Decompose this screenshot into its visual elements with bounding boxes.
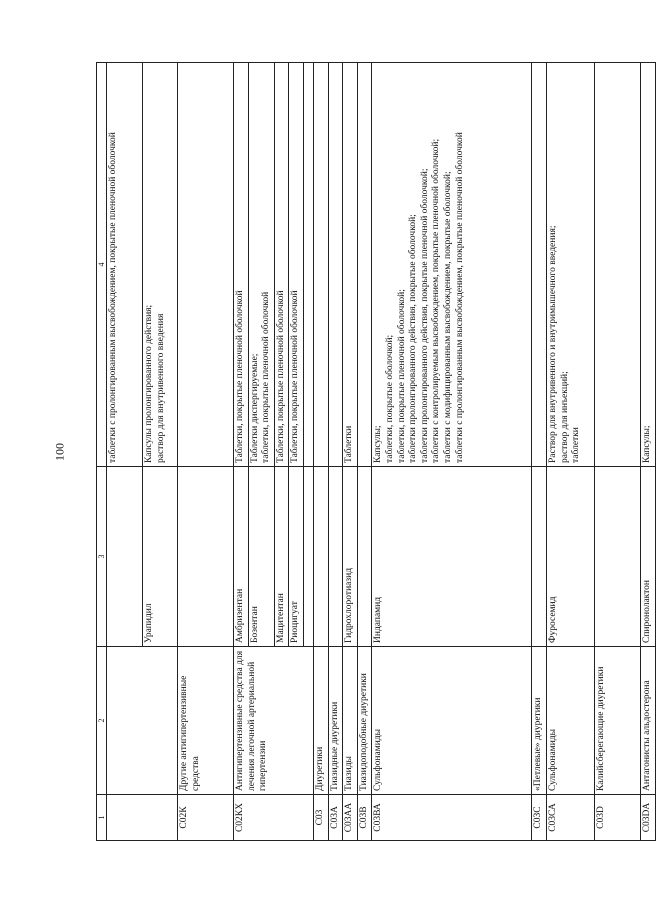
- drug-cell: Мацитентан: [274, 467, 289, 647]
- forms-cell: [248, 63, 274, 467]
- form-line: таблетки, покрытые пленочной оболочкой: [261, 291, 272, 463]
- forms-cell: [546, 63, 594, 467]
- header-col-2: 2: [97, 647, 107, 795]
- drug-cell: Урапидил: [143, 467, 178, 647]
- atc-code-cell: С03С: [532, 795, 547, 841]
- table-row: [532, 63, 547, 841]
- atc-code-cell: С03А: [328, 795, 343, 841]
- table-row: [234, 63, 249, 841]
- atc-code-cell: С03АА: [343, 795, 358, 841]
- form-line: таблетки: [571, 427, 582, 463]
- atc-code-cell: С03: [313, 795, 328, 841]
- drug-cell: Гидрохлоротиазид: [343, 467, 358, 647]
- form-line: Таблетки диспергируемые;: [249, 353, 260, 463]
- drug-table: [96, 62, 656, 841]
- drug-cell: [178, 467, 234, 647]
- table-header-row: [97, 63, 107, 841]
- atc-code-cell: С03СА: [546, 795, 594, 841]
- atc-code-cell: С03В: [357, 795, 372, 841]
- group-cell: Антагонисты альдостерона: [640, 647, 655, 795]
- group-cell: Сульфонамиды: [372, 647, 532, 795]
- header-col-4: 4: [97, 63, 107, 467]
- atc-code-cell: С03D: [594, 795, 640, 841]
- form-line: таблетки пролонгированного действия, покрытые пленочной оболочкой;: [419, 168, 430, 463]
- form-line: Таблетки, покрытые пленочной оболочкой: [290, 290, 301, 463]
- form-line: Капсулы;: [373, 425, 384, 463]
- forms-cell: [178, 63, 234, 467]
- form-line: таблетки с контролируемым высвобождением, покрытые пленочной оболочкой;: [431, 138, 442, 463]
- table-row: [143, 63, 178, 841]
- table-row: [640, 63, 655, 841]
- table-row: [546, 63, 594, 841]
- table-row: [594, 63, 640, 841]
- group-cell: Сульфонамиды: [546, 647, 594, 795]
- drug-cell: [303, 467, 313, 647]
- form-line: таблетки пролонгированного действия, покрытые оболочкой;: [408, 214, 419, 463]
- drug-cell: Фуросемид: [546, 467, 594, 647]
- group-cell: Тиазидные диуретики: [328, 647, 343, 795]
- form-line: раствор для инъекций;: [559, 371, 570, 463]
- forms-cell: [234, 63, 249, 467]
- atc-code-cell: С02К: [178, 795, 234, 841]
- form-line: таблетки с пролонгированным высвобождением, покрытые пленочной оболочкой: [108, 132, 118, 463]
- forms-cell: [107, 63, 143, 467]
- atc-code-cell: С03ВА: [372, 795, 532, 841]
- drug-cell: [107, 467, 143, 647]
- form-line: Таблетки, покрытые пленочной оболочкой: [235, 290, 245, 463]
- group-cell: Тиазиды: [343, 647, 358, 795]
- group-cell: Другие антигипертензивные средства: [178, 647, 234, 795]
- form-line: Капсулы пролонгированного действия;: [144, 304, 154, 463]
- group-cell: Калийсберегающие диуретики: [594, 647, 640, 795]
- forms-cell: [343, 63, 358, 467]
- atc-code-cell: [143, 795, 178, 841]
- drug-cell: Спиронолактон: [640, 467, 655, 647]
- drug-cell: Риоцигуат: [289, 467, 304, 647]
- forms-cell: [357, 63, 372, 467]
- forms-cell: [313, 63, 328, 467]
- forms-cell: [640, 63, 655, 467]
- table-row: [372, 63, 532, 841]
- group-cell: [143, 647, 178, 795]
- form-line: раствор для внутривенного введения: [155, 313, 166, 463]
- forms-cell: [303, 63, 313, 467]
- table-row: [357, 63, 372, 841]
- forms-cell: [289, 63, 304, 467]
- drug-cell: Индапамид: [372, 467, 532, 647]
- forms-cell: [532, 63, 547, 467]
- forms-cell: [143, 63, 178, 467]
- form-line: Капсулы;: [641, 425, 652, 463]
- drug-cell: [594, 467, 640, 647]
- page-number: [52, 443, 68, 461]
- group-cell: «Петлевые» диуретики: [532, 647, 547, 795]
- drug-cell: Амбризентан: [234, 467, 249, 647]
- table-row: [343, 63, 358, 841]
- form-line: таблетки, покрытые оболочкой;: [384, 334, 395, 463]
- group-cell: [107, 647, 143, 795]
- atc-code-cell: С03DА: [640, 795, 655, 841]
- form-line: таблетки с пролонгированным высвобождением, покрытые пленочной оболочкой: [454, 132, 465, 463]
- form-line: Таблетки: [344, 425, 355, 463]
- group-cell: Антигипертензивные средства для лечения легочной артериальной гипертензии: [234, 647, 314, 795]
- page-number-text: 100: [52, 443, 67, 461]
- table-row: [107, 63, 143, 841]
- form-line: таблетки, покрытые пленочной оболочкой;: [396, 289, 407, 463]
- table-row: [313, 63, 328, 841]
- forms-cell: [328, 63, 343, 467]
- forms-cell: [372, 63, 532, 467]
- drug-cell: [357, 467, 372, 647]
- header-col-1: 1: [97, 795, 107, 841]
- drug-cell: [328, 467, 343, 647]
- forms-cell: [594, 63, 640, 467]
- table-row: [328, 63, 343, 841]
- forms-cell: [274, 63, 289, 467]
- drug-cell: Бозентан: [248, 467, 274, 647]
- drug-cell: [532, 467, 547, 647]
- rotated-table-area: [96, 63, 652, 841]
- group-cell: Тиазидоподобные диуретики: [357, 647, 372, 795]
- group-cell: Диуретики: [313, 647, 328, 795]
- table-stage: [96, 63, 652, 841]
- atc-code-cell: [107, 795, 143, 841]
- drug-cell: [313, 467, 328, 647]
- table-row: [178, 63, 234, 841]
- form-line: Таблетки, покрытые пленочной оболочкой: [275, 290, 286, 463]
- form-line: таблетки с модифицированным высвобождением, покрытые оболочкой;: [442, 171, 453, 463]
- header-col-3: 3: [97, 467, 107, 647]
- form-line: Раствор для внутривенного и внутримышечного введения;: [547, 225, 558, 463]
- atc-code-cell: С02КХ: [234, 795, 314, 841]
